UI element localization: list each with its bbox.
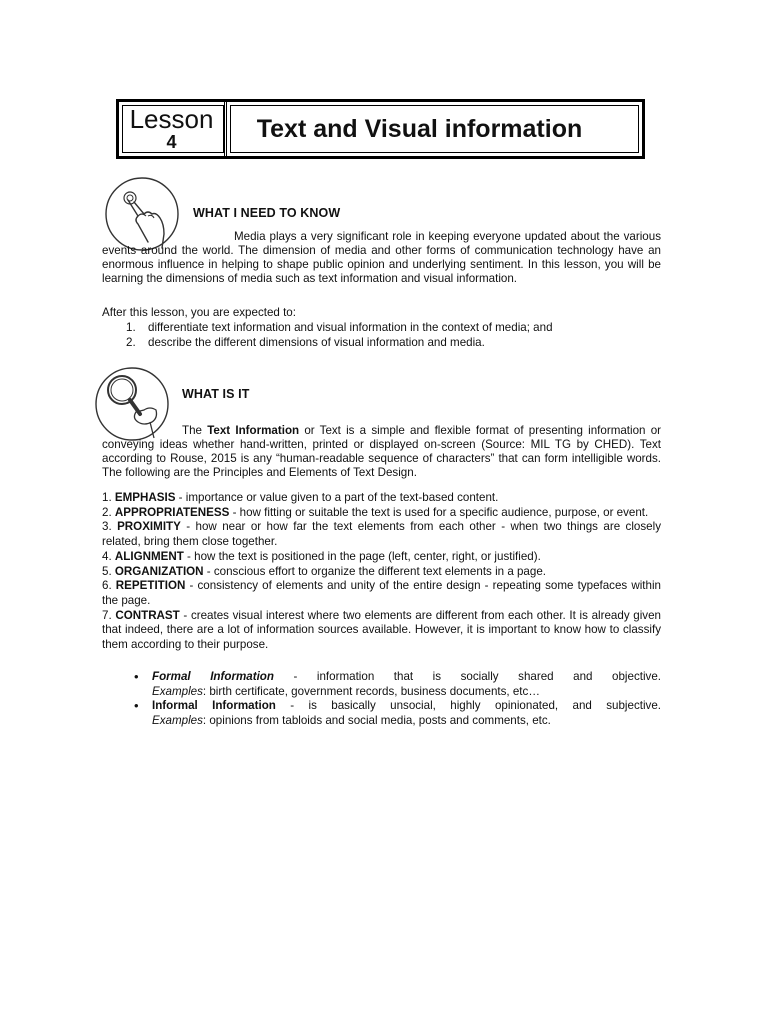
intro-post: or Text is a simple and flexible format of presenting information or conveying ideas whether hand-written, printed or displayed on-screen (Source: MIL TG by CHED). Text according to Rouse, 2015 is any “human-readable sequence of characters” that can form intelligible words. The following are the Principles and Elements of Text Design.: [102, 424, 661, 479]
objective-text: differentiate text information and visual information in the context of media; and: [148, 321, 553, 334]
list-item: [134, 699, 661, 728]
list-item: [102, 520, 661, 549]
text-information-paragraph: [102, 424, 661, 480]
principle-desc: - how near or how far the text elements from each other - when two things are closely related, bring them close together.: [102, 520, 661, 549]
principle-term: REPETITION: [115, 579, 186, 593]
bullet-main: [152, 670, 661, 685]
list-item: [102, 579, 661, 608]
objective-text: describe the different dimensions of visual information and media.: [148, 335, 485, 349]
examples-text: : opinions from tabloids and social media, posts and comments, etc.: [202, 714, 551, 728]
bullet-main: [152, 699, 661, 714]
examples-text: : birth certificate, government records, business documents, etc…: [202, 684, 540, 698]
principle-desc: - conscious effort to organize the different text elements in a page.: [203, 564, 546, 578]
principle-term: ALIGNMENT: [114, 549, 184, 563]
principle-term: ORGANIZATION: [114, 564, 204, 578]
bullet-term: Informal Information: [152, 699, 276, 713]
lesson-title: Text and Visual information: [256, 114, 583, 143]
principle-number: 2.: [102, 505, 115, 519]
principle-desc: - how the text is positioned in the page (left, center, right, or justified).: [183, 549, 541, 563]
principle-term: EMPHASIS: [114, 491, 176, 504]
principle-number: 1.: [102, 491, 115, 504]
intro-term: Text Information: [207, 424, 300, 437]
expectation-text: After this lesson, you are expected to:: [102, 306, 296, 319]
principle-desc: - how fitting or suitable the text is used for a specific audience, purpose, or event.: [229, 505, 649, 519]
lesson-number: 4: [166, 132, 177, 152]
bullet-examples: [152, 714, 661, 729]
lesson-word: Lesson: [129, 104, 214, 134]
principle-number: 4.: [102, 549, 115, 563]
information-types-list: [134, 670, 661, 729]
principles-list: [102, 491, 661, 653]
list-item: [102, 506, 661, 521]
lesson-number-box: [119, 102, 227, 156]
principle-desc: - importance or value given to a part of the text-based content.: [175, 491, 499, 504]
bullet-desc: - is basically unsocial, highly opinionated, and subjective.: [275, 699, 662, 713]
principle-number: 7.: [102, 608, 116, 622]
list-item: [134, 670, 661, 699]
principle-desc: - consistency of elements and unity of the entire design - repeating some typefaces within the page.: [102, 579, 661, 607]
bullet-examples: [152, 685, 661, 700]
list-item: [126, 336, 666, 351]
list-item: [102, 550, 661, 565]
bullet-term: Formal Information: [152, 670, 274, 683]
principle-term: CONTRAST: [115, 608, 180, 622]
intro-pre: The: [182, 424, 208, 437]
list-item: [102, 491, 661, 506]
list-item: [126, 321, 666, 336]
bullet-desc: - information that is socially shared and objective.: [273, 670, 662, 683]
lesson-header: [116, 99, 645, 159]
intro-paragraph: Media plays a very significant role in keeping everyone updated about the various events around the world. The dimension of media and other forms of communication technology have an enormous influence in helping to shape public opinion and underlying sentiment. In this lesson, you will be learning the dimensions of media such as text information and visual information.: [102, 230, 661, 285]
lesson-title-box: [227, 102, 642, 156]
examples-label: Examples: [152, 714, 203, 728]
section-heading-what-is-it: WHAT IS IT: [182, 387, 250, 401]
principle-number: 5.: [102, 564, 115, 578]
principle-desc: - creates visual interest where two elements are different from each other. It is already given that indeed, there are a lot of information sources available. However, it is important to know how to classify them according to their purpose.: [102, 608, 661, 652]
list-item: [102, 609, 661, 653]
objectives-list: [126, 321, 666, 350]
principle-term: PROXIMITY: [117, 520, 181, 534]
section-heading-need-to-know: WHAT I NEED TO KNOW: [193, 206, 341, 220]
principle-number: 6.: [102, 579, 116, 593]
examples-label: Examples: [152, 684, 203, 698]
principle-term: APPROPRIATENESS: [114, 505, 230, 519]
principle-number: 3.: [102, 520, 118, 534]
objective-number: 1.: [126, 321, 136, 334]
objective-number: 2.: [126, 335, 136, 349]
list-item: [102, 565, 661, 580]
